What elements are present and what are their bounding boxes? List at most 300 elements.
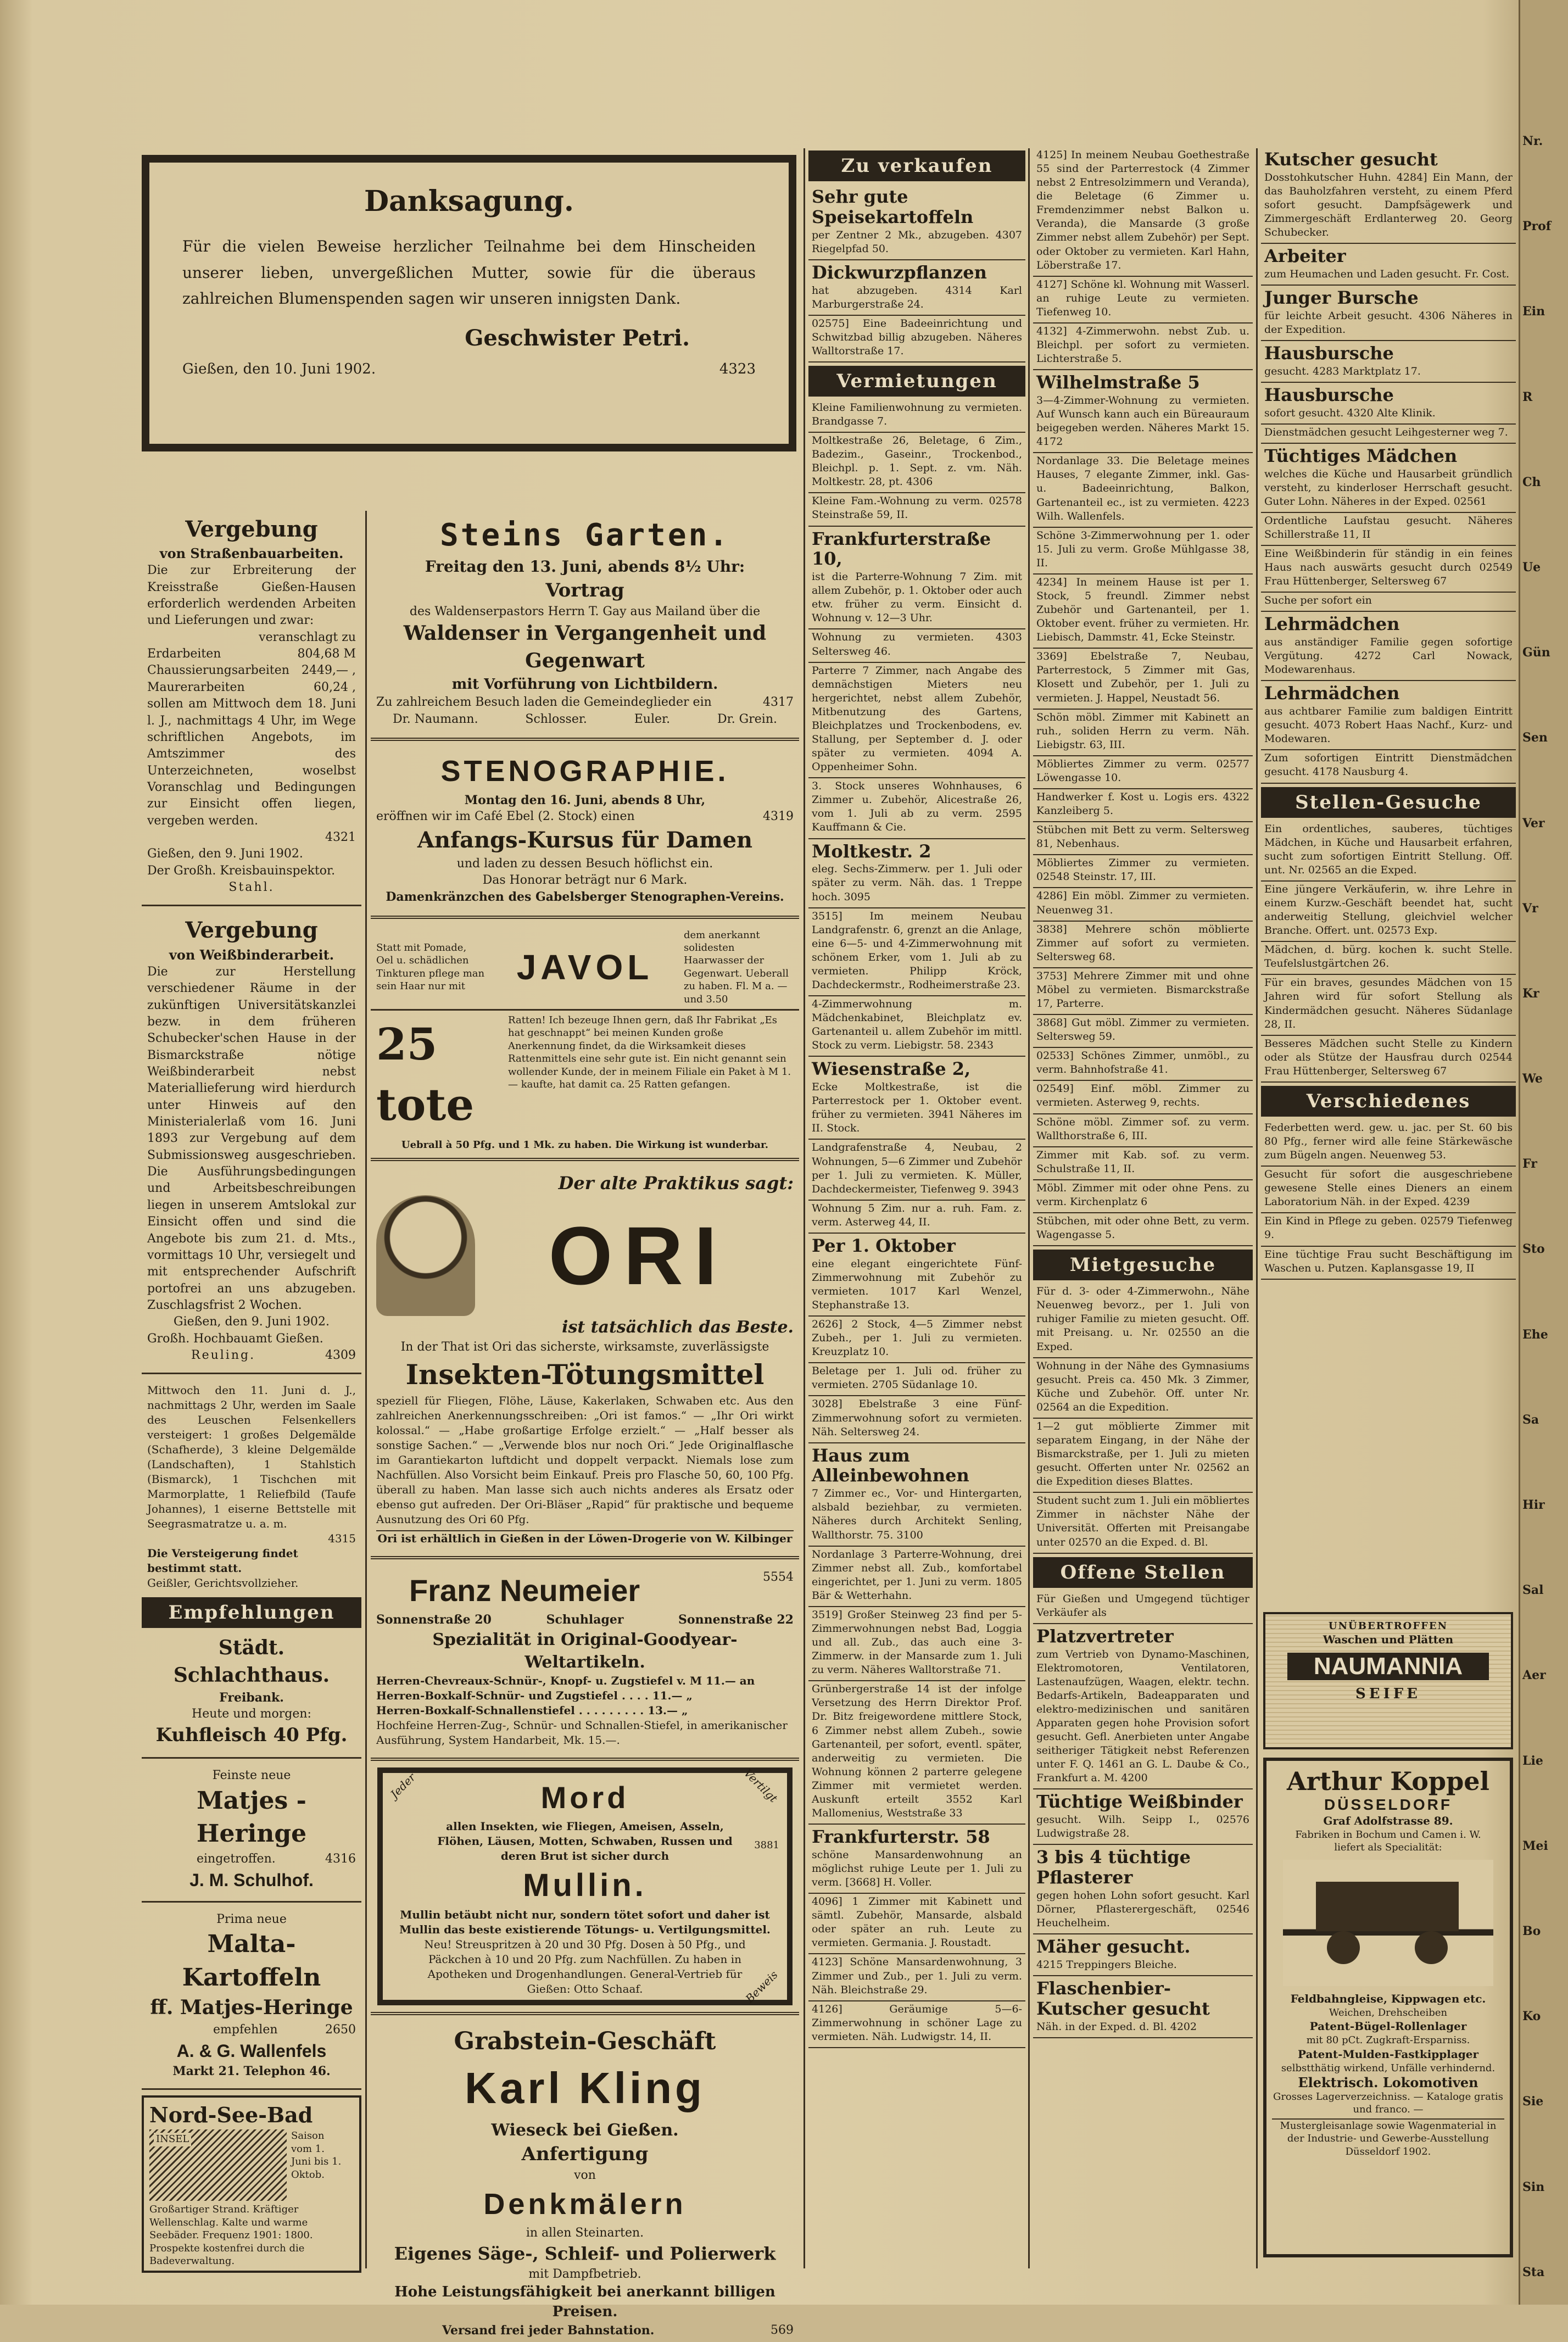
vergebung2-subtitle: von Weißbinderarbeit. — [169, 946, 334, 963]
divider — [371, 2012, 799, 2015]
classified-ad: für leichte Arbeit gesucht. 4306 Näheres in der Expedition. — [1261, 308, 1516, 341]
edge-fragment: Sta — [1522, 2265, 1545, 2279]
prima-label: Prima neue — [216, 1912, 287, 1926]
koppel-l6: selbstthätig wirkend, Unfälle verhindernd. — [1281, 2062, 1496, 2074]
vergebung1-date: Gießen, den 9. Juni 1902. — [147, 847, 303, 861]
classified-ad: 4132] 4-Zimmerwohn. nebst Zub. u. Bleichpl. per sofort zu vermieten. Lichterstraße 5. — [1033, 324, 1253, 370]
classified-ad: 02549] Einf. möbl. Zimmer zu vermieten. Asterweg 9, rechts. — [1033, 1081, 1253, 1114]
neumeier-street: Sonnenstraße 22 — [678, 1613, 794, 1627]
classified-ad: 3838] Mehrere schön möblierte Zimmer auf sofort zu vermieten. Seltersweg 68. — [1033, 922, 1253, 968]
kling-von: von — [574, 2168, 596, 2183]
classified-ad: Möbl. Zimmer mit oder ohne Pens. zu verm. Kirchenplatz 6 — [1033, 1180, 1253, 1213]
tote-text: Ratten! Ich bezeuge Ihnen gern, daß Ihr Fabrikat „Es hat geschnappt“ bei meinen Kunden große Anerkennung findet, da die Wirksamkeit dieses Rattenmittels eine sehr gute ist. Ein nicht genannt sein wollender Kunde, der in meinem Filiale ein Paket à M 1.— kaufte, hat damit ca. 25 Ratten gefangen. — [508, 1014, 791, 1090]
mord-title: Mord — [540, 1780, 629, 1815]
javol-right: dem anerkannt solidesten Haarwasser der Gegenwart. Ueberall zu haben. Fl. M a. — und 3.50 — [684, 929, 789, 1005]
classified-ad: Zimmer mit Kab. sof. zu verm. Schulstraße 11, II. — [1033, 1147, 1253, 1180]
classified-ad: 4123] Schöne Mansardenwohnung, 3 Zimmer und Zub., per 1. Juli zu verm. Näh. Bleichstraße 29. — [808, 1954, 1025, 2001]
divider — [142, 1757, 361, 1759]
koppel-l7: Elektrisch. Lokomotiven — [1298, 2074, 1478, 2090]
schlachthaus-ad — [142, 1631, 361, 1752]
edge-fragment: Mei — [1522, 1838, 1548, 1853]
edge-fragment: Gün — [1522, 645, 1550, 660]
vergebung2-sign2: Reuling. — [191, 1348, 256, 1363]
schlachthaus-title: Städt. Schlachthaus. — [173, 1636, 330, 1687]
classified-ad: 3515] Im meinem Neubau Landgrafenstr. 6, grenzt an die Anlage, eine 6—5- und 4-Zimmerwohnung mit schönem Erker, vom 1. Juli ab zu vermieten. Philipp Kröck, Dachdeckermstr., Rodheimerstraße 23. — [808, 908, 1025, 996]
neumeier-street: Sonnenstraße 20 — [376, 1613, 492, 1627]
ad-headline: Wilhelmstraße 5 — [1036, 372, 1200, 393]
mord-text2: Mullin betäubt nicht nur, sondern tötet sofort und daher ist Mullin das beste existierende Tötungs- u. Vertilgungsmittel. — [399, 1908, 771, 1936]
javol-ad — [371, 925, 799, 1009]
vergebung2-sign1: Großh. Hochbauamt Gießen. — [147, 1331, 323, 1346]
classified-ad: Stübchen mit Bett zu verm. Seltersweg 81, Nebenhaus. — [1033, 822, 1253, 855]
steins-topic2: mit Vorführung von Lichtbildern. — [451, 676, 718, 693]
kling-title: Grabstein-Geschäft — [454, 2027, 716, 2055]
ori-slogan: ist tatsächlich das Beste. — [562, 1318, 794, 1337]
ad-headline: Lehrmädchen — [1264, 683, 1400, 704]
classified-ad: Nordanlage 3 Parterre-Wohnung, drei Zimmer nebst all. Zub., komfortabel eingerichtet, per 1. Juni zu verm. 1805 Bär & Wetterhahn. — [808, 1547, 1025, 1607]
divider — [371, 916, 799, 919]
classified-ad: zum Heumachen und Laden gesucht. Fr. Cost. — [1261, 266, 1516, 286]
classified-ad: Gesucht für sofort die ausgeschriebene gewesene Stelle eines Dieners an einem Laboratorium Näh. in der Exped. 4239 — [1261, 1167, 1516, 1213]
divider — [371, 1758, 799, 1761]
classified-ad: Näh. in der Exped. d. Bl. 4202 — [1033, 2019, 1253, 2038]
kling-versand: Versand frei jeder Bahnstation. — [442, 2323, 655, 2338]
kuhfleisch-price: Kuhfleisch 40 Pfg. — [155, 1724, 348, 1747]
classified-ad: Kleine Fam.-Wohnung zu verm. 02578 Steinstraße 59, II. — [808, 493, 1025, 526]
column-rule — [1028, 148, 1030, 2268]
column-rule — [803, 148, 805, 2268]
ori-body: speziell für Fliegen, Flöhe, Läuse, Kakerlaken, Schwaben etc. Aus den zahlreichen Anerkennungsschreiben: „Ori ist famos.“ — „Ihr Ori wirkt kolossal.“ — „Habe großartige Erfolge erzielt.“ — „Half besser als sonstige Sachen.“ — „Verwende blos nur noch Ori.“ Jede Originalflasche im Garantiekarton luftdicht und doppelt verpackt. Niemals lose zum Nachfüllen. Also Vorsicht beim Einkauf. Preis pro Flasche 50, 60, 100 Pfg. überall zu haben. Man lasse sich auch nichts anderes als Ersatz oder ebenso gut aufreden. Der Ori-Bläser „Rapid“ für praktische und bequeme Ausnutzung des Ori 60 Pfg. — [376, 1394, 794, 1526]
ad-headline: Dickwurzpflanzen — [812, 261, 987, 283]
vergebung-weissbinder — [142, 912, 361, 1367]
ad-headline: Haus zum Alleinbewohnen — [812, 1445, 969, 1486]
classified-ad: Möbliertes Zimmer zu verm. 02577 Löwengasse 10. — [1033, 756, 1253, 789]
divider — [371, 1556, 799, 1559]
kling-place: Wieseck bei Gießen. — [491, 2120, 679, 2140]
column-rule — [1256, 148, 1258, 2268]
vergebung1-sign1: Der Großh. Kreisbauinspektor. — [147, 863, 336, 878]
steins-garten-ad — [371, 511, 799, 731]
classified-ad: Wohnung 5 Zim. nur a. ruh. Fam. z. verm. Asterweg 44, II. — [808, 1201, 1025, 1234]
kling-hohe: Hohe Leistungsfähigkeit bei anerkannt billigen Preisen. — [394, 2283, 775, 2320]
classified-ad: Kleine Familienwohnung zu vermieten. Brandgasse 7. — [808, 400, 1025, 433]
neumeier-line: Hochfeine Herren-Zug-, Schnür- und Schnallen-Stiefel, in amerikanischer Ausführung, System Handarbeit, Mk. 15.—. — [376, 1719, 788, 1747]
classified-ad: Nordanlage 33. Die Beletage meines Hauses, 7 elegante Zimmer, inkl. Gas- u. Badeeinrichtung, Balkon, Gartenanteil ec., ist zu vermieten. 4223 Wilh. Wallenfels. — [1033, 453, 1253, 527]
nordsee-inset: INSEL — [154, 2133, 191, 2146]
classified-ad: Für Gießen und Umgegend tüchtiger Verkäufer als — [1033, 1591, 1253, 1624]
vergebung1-title: Vergebung — [185, 516, 318, 542]
classified-ad: 3028] Ebelstraße 3 eine Fünf-Zimmerwohnung sofort zu vermieten. Näh. Seltersweg 24. — [808, 1396, 1025, 1443]
vergebung1-number: 4321 — [325, 830, 356, 845]
vergebung1-body: Die zur Erbreiterung der Kreisstraße Gießen-Hausen erforderlich werdenden Arbeiten und Lieferungen und zwar: — [147, 564, 356, 628]
classified-ad: Ordentliche Laufstau gesucht. Näheres Schillerstraße 11, II — [1261, 513, 1516, 546]
edge-fragment: Kr — [1522, 986, 1539, 1001]
classified-ad: Zum sofortigen Eintritt Dienstmädchen gesucht. 4178 Nausburg 4. — [1261, 750, 1516, 783]
mord-corner-tr: Vertilgt — [741, 1766, 780, 1805]
nordsee-title: Nord-See-Bad — [149, 2103, 313, 2128]
ad-headline: Mäher gesucht. — [1036, 1936, 1191, 1958]
steno-kurs: Anfangs-Kursus für Damen — [417, 827, 753, 854]
naumannia-sub: SEIFE — [1355, 1686, 1421, 1703]
neumeier-title: Franz Neumeier — [409, 1573, 640, 1608]
classified-ad: Mädchen, d. bürg. kochen k. sucht Stelle. Teufelslustgärtchen 26. — [1261, 942, 1516, 975]
classified-ad: sofort gesucht. 4320 Alte Klinik. — [1261, 405, 1516, 425]
section-header: Verschiedenes — [1261, 1086, 1516, 1117]
schulhof-name: J. M. Schulhof. — [189, 1870, 314, 1890]
ratten-ad — [371, 1009, 799, 1139]
ori-title: Insekten-Tötungsmittel — [405, 1358, 765, 1391]
stenographie-ad — [371, 748, 799, 909]
koppel-l3: Patent-Bügel-Rollenlager — [1309, 2020, 1467, 2033]
steins-title: Steins Garten. — [439, 517, 730, 553]
classified-ad: Parterre 7 Zimmer, nach Angabe des demnächstigen Mieters neu hergerichtet, nebst allem Zubehör, Mitbenutzung des Gartens, Bleichplatzes und Trockenbodens, ev. Stallung, per September d. J. oder später zu vermieten. 4094 A. Oppenheimer Sohn. — [808, 663, 1025, 779]
koppel-ad — [1263, 1758, 1513, 2257]
classified-ad: aus achtbarer Familie zum baldigen Eintritt gesucht. 4073 Robert Haas Nachf., Kurz- und Modewaren. — [1261, 704, 1516, 750]
steno-date: Montag den 16. Juni, abends 8 Uhr, — [464, 793, 706, 807]
mord-corner-br: Beweis — [743, 1967, 780, 2005]
section-header: Zu verkaufen — [808, 150, 1025, 181]
vergebung1-item: Erdarbeiten — [147, 647, 221, 661]
steins-vortrag: Vortrag — [545, 579, 624, 601]
edge-fragment: We — [1522, 1072, 1543, 1086]
steno-invite: und laden zu dessen Besuch höflichst ein. — [456, 856, 713, 871]
kling-denk: Denkmälern — [483, 2188, 687, 2221]
divider — [142, 1373, 361, 1374]
classified-ad: Schön möbl. Zimmer mit Kabinett an ruh., soliden Herrn zu verm. Näh. Liebigstr. 63, III. — [1033, 710, 1253, 756]
edge-fragment: R — [1522, 389, 1533, 404]
koppel-l1: Feldbahngleise, Kippwagen etc. — [1290, 1992, 1486, 2005]
classified-ad: gegen hohen Lohn sofort gesucht. Karl Dörner, Pflasterergeschäft, 02546 Heuchelheim. — [1033, 1888, 1253, 1934]
koppel-liefert: liefert als Specialität: — [1334, 1842, 1442, 1854]
ad-headline: Moltkestr. 2 — [812, 840, 931, 862]
classified-ad: Für d. 3- oder 4-Zimmerwohn., Nähe Neuenweg bevorz., per 1. Juli von ruhiger Familie zu mieten gesucht. Off. mit Preisang. u. Nr. 02550 an die Exped. — [1033, 1284, 1253, 1358]
kling-name: Karl Kling — [465, 2064, 705, 2113]
classified-ad: 4286] Ein möbl. Zimmer zu vermieten. Neuenweg 31. — [1033, 888, 1253, 921]
mullin-brand: Mullin. — [523, 1867, 647, 1903]
classified-ad: Für ein braves, gesundes Mädchen von 15 Jahren wird für sofort Stellung als Kindermädchen gesucht. Näheres Südanlage 28, II. — [1261, 975, 1516, 1035]
classified-ad: Ecke Moltkestraße, ist die Parterrestock per 1. Oktober event. früher zu vermieten. 3941 Näheres im II. Stock. — [808, 1079, 1025, 1140]
ad-headline: Lehrmädchen — [1264, 614, 1400, 635]
empfehlen-label: empfehlen — [213, 2023, 278, 2037]
ad-headline: Hausbursche — [1264, 343, 1394, 364]
vergebung1-subtitle: von Straßenbauarbeiten. — [159, 545, 344, 562]
mord-ad — [377, 1767, 793, 2005]
classified-ad: 4127] Schöne kl. Wohnung mit Wasserl. an ruhige Leute zu vermieten. Tiefenweg 10. — [1033, 277, 1253, 324]
classified-ad: Ein ordentliches, sauberes, tüchtiges Mädchen, in Küche und Hausarbeit erfahren, sucht zum sofortigen Eintritt Stellung. Off. unt. Nr. 02565 an die Exped. — [1261, 821, 1516, 882]
vergebung2-number: 4309 — [325, 1348, 356, 1363]
classified-ad: zum Vertrieb von Dynamo-Maschinen, Elektromotoren, Ventilatoren, Lastenaufzügen, Waagen, elektr. techn. Bedarfs-Artikeln, Badeapparaten und elektro-medizinischen und sanitären Apparaten gegen hohe Provision sofort gesucht. Gefl. Anerbieten unter Angabe seitheriger Tätigkeit nebst Referenzen unter F. Q. 1461 an G. L. Daube & Co., Frankfurt a. M. 4200 — [1033, 1647, 1253, 1790]
edge-fragment: Ue — [1522, 560, 1541, 575]
mord-text1: allen Insekten, wie Fliegen, Ameisen, Asseln, Flöhen, Läusen, Motten, Schwaben, Russen und deren Brut ist sicher durch — [437, 1819, 733, 1863]
vergebung1-item: veranschlagt zu — [259, 630, 356, 644]
ad-headline: Sehr gute Speisekartoffeln — [812, 186, 974, 227]
ad-headline: Flaschenbier-Kutscher gesucht — [1036, 1977, 1210, 2019]
edge-fragment: Sen — [1522, 731, 1548, 745]
classified-ad: gesucht. 4283 Marktplatz 17. — [1261, 364, 1516, 383]
neumeier-ad — [371, 1566, 799, 1751]
edge-fragment: Sin — [1522, 2179, 1545, 2194]
classified-ad: Schöne 3-Zimmerwohnung per 1. oder 15. Juli zu verm. Große Mühlgasse 38, II. — [1033, 528, 1253, 575]
edge-fragment: Bo — [1522, 1923, 1541, 1938]
ad-headline: Junger Bursche — [1264, 287, 1419, 309]
steins-speaker: des Waldenserpastors Herrn T. Gay aus Mailand über die — [409, 604, 761, 618]
classified-ad: 3519] Großer Steinweg 23 find per 5-Zimmerwohnungen nebst Bad, Loggia und all. Zub., das auch eine 3-Zimmerw. in der Mansarde zum 1. Juli zu verm. Näheres Walltorstraße 71. — [808, 1607, 1025, 1681]
mord-corner-tl: Jeder — [388, 1770, 418, 1802]
mittwoch-footer: Die Versteigerung findet bestimmt statt. — [147, 1547, 298, 1575]
divider — [371, 1158, 799, 1161]
matjes-number: 4316 — [325, 1852, 356, 1866]
section-header: Vermietungen — [808, 366, 1025, 397]
naumannia-top: UNÜBERTROFFEN — [1328, 1620, 1448, 1632]
classified-ad: Landgrafenstraße 4, Neubau, 2 Wohnungen, 5—6 Zimmer und Zubehör per 1. Juli zu vermieten. K. Müller, Dachdeckermeister, Tiefenweg 9. 3943 — [808, 1140, 1025, 1200]
naumannia-ad — [1263, 1612, 1513, 1749]
neumeier-line: Herren-Boxkalf-Schnür- und Zugstiefel . . . . 11.— „ — [376, 1689, 693, 1703]
tote-title: 25 tote — [376, 1018, 475, 1131]
vergebung2-title: Vergebung — [185, 917, 318, 944]
edge-fragment: Hir — [1522, 1498, 1545, 1512]
classified-ad: Student sucht zum 1. Juli ein möbliertes Zimmer in nächster Nähe der Universität. Offerten mit Preisangabe unter 02570 an die Exped. d. Bl. — [1033, 1493, 1253, 1553]
classified-ad: eleg. Sechs-Zimmerw. per 1. Juli oder später zu verm. Näh. das. 1 Treppe hoch. 3095 — [808, 861, 1025, 908]
classified-ad: gesucht. Wilh. Seipp I., 02576 Ludwigstraße 28. — [1033, 1812, 1253, 1845]
ad-headline: Frankfurterstr. 58 — [812, 1826, 990, 1848]
nordsee-illustration — [149, 2129, 287, 2201]
classified-ad: Ein Kind in Pflege zu geben. 02579 Tiefenweg 9. — [1261, 1213, 1516, 1246]
divider — [142, 2088, 361, 2090]
kling-dampf: mit Dampfbetrieb. — [528, 2267, 641, 2281]
edge-fragment: Sal — [1522, 1583, 1544, 1598]
divider — [142, 1901, 361, 1903]
ad-headline: Platzvertreter — [1036, 1625, 1174, 1647]
edge-fragment: Sto — [1522, 1242, 1545, 1257]
ad-headline: Kutscher gesucht — [1264, 149, 1438, 170]
naumannia-brand: NAUMANNIA — [1287, 1653, 1489, 1680]
classified-ad: Dienstmädchen gesucht Leihgesterner weg 7. — [1261, 425, 1516, 444]
ad-headline: 3 bis 4 tüchtige Pflasterer — [1036, 1847, 1191, 1888]
steno-footer: Damenkränzchen des Gabelsberger Stenographen-Vereins. — [386, 890, 784, 905]
steno-honorar: Das Honorar beträgt nur 6 Mark. — [482, 873, 688, 887]
ad-headline: Wiesenstraße 2, — [812, 1058, 971, 1080]
ad-headline: Frankfurterstraße 10, — [812, 528, 991, 570]
vergebung2-body: Die zur Herstellung verschiedener Räume in der zukünftigen Universitätskanzlei bezw. in dem früheren Schubecker'schen Hause in der Bismarckstraße nötige Weißbinderarbeit nebst Materiallieferung wird hierdurch unter Hinweis auf den Ministerialerlaß vom 16. Juni 1893 zur Vergebung auf dem Submissionsweg ausgeschrieben. Die Ausführungsbedingungen und Arbeitsbeschreibungen liegen in unserem Amtslokal zur Einsicht offen und sind die Angebote bis zum 21. d. Mts., vormittags 10 Uhr, versiegelt und mit entsprechender Aufschrift portofrei an uns abzugeben. Zuschlagsfrist 2 Wochen. — [147, 964, 356, 1312]
danksagung-signature: Geschwister Petri. — [465, 325, 690, 351]
steins-invite: Zu zahlreichem Besuch laden die Gemeindeglieder ein — [376, 695, 712, 710]
freibank-label: Freibank. — [219, 1690, 284, 1705]
classified-ad: schöne Mansardenwohnung an möglichst ruhige Leute per 1. Juli zu verm. [3668] H. Voller. — [808, 1847, 1025, 1894]
vergebung2-date: Gießen, den 9. Juni 1902. — [174, 1315, 330, 1329]
ad-headline: Tüchtige Weißbinder — [1036, 1791, 1243, 1813]
classified-ad: Schöne möbl. Zimmer sof. zu verm. Wallthorstraße 6, III. — [1033, 1114, 1253, 1147]
vergebung-strassenbau — [142, 511, 361, 899]
classified-ad: Stübchen, mit oder ohne Bett, zu verm. Wagengasse 5. — [1033, 1213, 1253, 1246]
nordsee-ad — [142, 2095, 361, 2273]
classified-ad: per Zentner 2 Mk., abzugeben. 4307 Riegelpfad 50. — [808, 227, 1025, 260]
vergebung1-sign2: Stahl. — [228, 880, 275, 895]
koppel-addr: Graf Adolfstrasse 89. — [1323, 1814, 1453, 1827]
heute-label: Heute und morgen: — [192, 1707, 311, 1721]
classified-ad: 3868] Gut möbl. Zimmer zu vermieten. Seltersweg 59. — [1033, 1015, 1253, 1048]
kling-alle: in allen Steinarten. — [526, 2226, 644, 2240]
ad-headline: Per 1. Oktober — [812, 1235, 956, 1256]
classified-ad: 4126] Geräumige 5—6-Zimmerwohnung in schöner Lage zu vermieten. Näh. Ludwigstr. 14, II. — [808, 2001, 1025, 2048]
mittwoch-sign: Geißler, Gerichtsvollzieher. — [147, 1576, 299, 1590]
classified-ad: Besseres Mädchen sucht Stelle zu Kindern oder als Stütze der Hausfrau durch 02544 Frau Hüttenberger, Seltersweg 67 — [1261, 1036, 1516, 1083]
koppel-title: Arthur Koppel — [1286, 1766, 1490, 1796]
section-header: Mietgesuche — [1033, 1250, 1253, 1280]
koppel-l5: Patent-Mulden-Fastkipplager — [1297, 2047, 1479, 2061]
edge-fragment: Ehe — [1522, 1327, 1548, 1342]
praktikus-illustration — [376, 1195, 475, 1316]
wallenfels-name: A. & G. Wallenfels — [176, 2040, 327, 2061]
kling-eigen: Eigenes Säge-, Schleif- und Polierwerk — [394, 2243, 776, 2265]
koppel-fab: Fabriken in Bochum und Camen i. W. — [1295, 1829, 1481, 1841]
column-1 — [142, 511, 361, 2268]
edge-fragment: Vr — [1522, 901, 1538, 916]
classified-ad: Suche per sofort ein — [1261, 593, 1516, 612]
steno-location: eröffnen wir im Café Ebel (2. Stock) einen — [376, 809, 635, 823]
edge-fragment: Nr. — [1522, 134, 1543, 148]
vergebung1-value: 2449,— , — [302, 663, 356, 678]
mittwoch-text: Mittwoch den 11. Juni d. J., nachmittags 2 Uhr, werden im Saale des Leuschen Felsenkellers versteigert: 1 großes Delgemälde (Schafherde), 3 kleine Delgemälde (Landschaften), 1 Stahlstich (Bismarck), 1 Tischchen mit Marmorplatte, 1 Reliefbild (Taufe Johannes), 1 eiserne Bettstelle mit Seegrasmatratze u. a. m. — [147, 1384, 356, 1531]
neumeier-spez: Spezialität in Original-Goodyear-Weltartikeln. — [432, 1630, 738, 1672]
classified-ad: 4-Zimmerwohnung m. Mädchenkabinet, Bleichplatz ev. Gartenanteil u. allem Zubehör im mittl. Stock zu verm. Liebigstr. 58. 2343 — [808, 996, 1025, 1057]
next-page-text — [1522, 132, 1565, 2279]
edge-fragment: Sie — [1522, 2094, 1544, 2109]
steins-topic: Waldenser in Vergangenheit und Gegenwart — [403, 622, 767, 672]
vergebung1-value: 804,68 M — [297, 647, 356, 661]
classified-ad: 3—4-Zimmer-Wohnung zu vermieten. Auf Wunsch kann auch ein Büreauraum beigegeben werden. Näheres Markt 15. 4172 — [1033, 393, 1253, 453]
classified-ad: 02533] Schönes Zimmer, unmöbl., zu verm. Bahnhofstraße 41. — [1033, 1048, 1253, 1081]
classified-ad: hat abzugeben. 4314 Karl Marburgerstraße 24. — [808, 283, 1025, 316]
edge-fragment: Fr — [1522, 1157, 1537, 1172]
column-rule — [365, 511, 367, 2268]
empfehlungen-header: Empfehlungen — [142, 1597, 361, 1628]
steins-name: Dr. Naumann. — [393, 712, 478, 726]
edge-fragment: Ver — [1522, 816, 1545, 830]
classified-ad: welches die Küche und Hausarbeit gründlich versteht, zu kinderloser Herrschaft gesucht. Guter Lohn. Näheres in der Exped. 02561 — [1261, 466, 1516, 513]
classified-ad: 3369] Ebelstraße 7, Neubau, Parterrestock, 5 Zimmer mit Gas, Klosett und Zubehör, per 1. Juli zu vermieten. J. Happel, Neustadt 56. — [1033, 649, 1253, 709]
steins-date: Freitag den 13. Juni, abends 8½ Uhr: — [425, 557, 745, 576]
classified-ad: 4215 Treppingers Bleiche. — [1033, 1957, 1253, 1976]
edge-fragment: Ch — [1522, 475, 1541, 489]
column-5 — [1261, 147, 1516, 1608]
vergebung1-value: 60,24 , — [314, 680, 356, 694]
ad-headline: Arbeiter — [1264, 246, 1346, 267]
section-header: Offene Stellen — [1033, 1557, 1253, 1588]
malta-ad — [142, 1908, 361, 2083]
koppel-l2: Weichen, Drehscheiben — [1329, 2006, 1448, 2018]
classified-ad: Wohnung in der Nähe des Gymnasiums gesucht. Preis ca. 450 Mk. 3 Zimmer, Küche und Zubehör. Off. unter Nr. 02564 an die Expedition. — [1033, 1358, 1253, 1419]
eingetroffen-label: eingetroffen. — [197, 1852, 276, 1866]
classified-ad: Wohnung zu vermieten. 4303 Seltersweg 46. — [808, 629, 1025, 662]
section-header: Stellen-Gesuche — [1261, 787, 1516, 818]
classified-ad: Federbetten werd. gew. u. jac. per St. 60 bis 80 Pfg., ferner wird alle feine Stärkewäsche zum Bügeln angen. Neuenweg 53. — [1261, 1120, 1516, 1167]
classified-ad: 02575] Eine Badeeinrichtung und Schwitzbad billig abzugeben. Näheres Walltorstraße 17. — [808, 316, 1025, 363]
classified-ad: 1—2 gut möblierte Zimmer mit separatem Eingang, in der Nähe der Bismarckstraße, per 1. Juli zu mieten gesucht. Offerten unter Nr. 02562 an die Expedition dieses Blattes. — [1033, 1419, 1253, 1493]
classified-ad: 4125] In meinem Neubau Goethestraße 55 sind der Parterrestock (4 Zimmer nebst 2 Entresolzimmern und Veranda), die Beletage (6 Zimmer u. Fremdenzimmer nebst Balkon u. Veranda), die Mansarde (3 große Zimmer nebst allem Zubehör) per Sept. oder Oktober zu vermieten. Karl Hahn, Löberstraße 17. — [1033, 147, 1253, 277]
ori-ad — [371, 1168, 799, 1549]
edge-fragment: Ein — [1522, 304, 1545, 319]
malta-title: Malta-Kartoffeln — [182, 1930, 321, 1992]
tote-price: Uebrall à 50 Pfg. und 1 Mk. zu haben. Die Wirkung ist wunderbar. — [401, 1139, 769, 1151]
matjes-ad — [142, 1764, 361, 1895]
koppel-l8: Grosses Lagerverzeichniss. — Kataloge gratis und franco. — — [1273, 2090, 1504, 2116]
classified-ad: Beletage per 1. Juli od. früher zu vermieten. 2705 Südanlage 10. — [808, 1363, 1025, 1396]
versteigerung-ad — [142, 1380, 361, 1594]
ad-headline: Hausbursche — [1264, 384, 1394, 405]
vergebung1-item: Maurerarbeiten — [147, 680, 245, 694]
danksagung-title: Danksagung. — [364, 185, 574, 218]
danksagung-ad — [142, 155, 796, 451]
edge-fragment: Prof — [1522, 219, 1552, 234]
mord-number: 3881 — [754, 1839, 779, 1852]
javol-brand: JAVOL — [516, 947, 654, 987]
divider — [142, 905, 361, 906]
column-2 — [371, 511, 799, 2338]
ori-footer: Ori ist erhältlich in Gießen in der Löwen-Drogerie von W. Kilbinger — [376, 1530, 794, 1546]
lokomotive-illustration — [1283, 1860, 1493, 1986]
ori-header: Der alte Praktikus sagt: — [558, 1173, 794, 1194]
ori-brand: ORI — [548, 1209, 728, 1302]
wallenfels-address: Markt 21. Telephon 46. — [172, 2064, 331, 2078]
classified-ad: Möbliertes Zimmer zu vermieten. 02548 Steinstr. 17, III. — [1033, 855, 1253, 888]
matjes-title: Matjes - Heringe — [196, 1786, 307, 1848]
kling-anf: Anfertigung — [521, 2143, 649, 2166]
mittwoch-number: 4315 — [328, 1532, 356, 1546]
classified-ad: Dosstohkutscher Huhn. 4284] Ein Mann, der das Bauholzfahren versteht, zu einem Pferd sofort gesucht. Dampfsägewerk und Zimmergeschäft Erdlanterweg 20. Georg Schubecker. — [1261, 170, 1516, 244]
malta-number: 2650 — [325, 2023, 356, 2037]
mord-text3: Neu! Streuspritzen à 20 und 30 Pfg. Dosen à 50 Pfg., und Päckchen à 10 und 20 Pfg. zum Nachfüllen. Zu haben in Apotheken und Drogenhandlungen. General-Vertrieb für Gießen: Otto Schaaf. — [424, 1937, 746, 1995]
edge-fragment: Lie — [1522, 1753, 1543, 1768]
steins-name: Euler. — [634, 712, 671, 726]
matjes2-title: ff. Matjes-Heringe — [150, 1996, 353, 2020]
koppel-l4: mit 80 pCt. Zugkraft-Ersparniss. — [1306, 2034, 1470, 2047]
ad-headline: Tüchtiges Mädchen — [1264, 445, 1458, 466]
vergebung1-body2: sollen am Mittwoch dem 18. Juni l. J., nachmittags 4 Uhr, im Wege schriftlichen Angebots, im Amtszimmer des Unterzeichneten, woselbst Voranschlag und Bedingungen zur Einsicht offen liegen, vergeben werden. — [147, 697, 356, 828]
feinste-label: Feinste neue — [212, 1769, 291, 1783]
vergebung1-item: Chaussierungsarbeiten — [147, 663, 289, 678]
classified-ad: Eine jüngere Verkäuferin, w. ihre Lehre in einem Kurzw.-Geschäft beendet hat, sucht anderweitig Stellung, gleichviel welcher Branche. Offert. unt. 02573 Exp. — [1261, 882, 1516, 942]
steins-name: Dr. Grein. — [717, 712, 777, 726]
classified-ad: Grünbergerstraße 14 ist der infolge Versetzung des Herrn Direktor Prof. Dr. Bitz freigewordene mittlere Stock, 6 Zimmer nebst allem Zubeh., sowie Gartenanteil, per sofort, eventl. später, anderweitig zu vermieten. Die Wohnung können 2 parterre gelegene Zimmer mit vermietet werden. Auskunft erteilt 3552 Karl Mallomenius, Weststraße 33 — [808, 1681, 1025, 1825]
nordsee-footer: Großartiger Strand. Kräftiger Wellenschlag. Kalte und warme Seebäder. Frequenz 1901: 1800. Prospekte kostenfrei durch die Badeverwaltung. — [149, 2204, 313, 2267]
neumeier-number: 5554 — [763, 1570, 794, 1585]
steins-name: Schlosser. — [525, 712, 587, 726]
javol-left: Statt mit Pomade, Oel u. schädlichen Tinkturen pflege man sein Haar nur mit — [376, 941, 485, 992]
classified-ad: 3753] Mehrere Zimmer mit und ohne Möbel zu vermieten. Bismarckstraße 17, Parterre. — [1033, 968, 1253, 1015]
classified-ad: Eine Weißbinderin für ständig in ein feines Haus nach auswärts gesucht durch 02549 Frau Hüttenberger, Seltersweg 67 — [1261, 546, 1516, 593]
edge-fragment: Sa — [1522, 1412, 1539, 1427]
classified-ad: 7 Zimmer ec., Vor- und Hintergarten, alsbald beziehbar, zu vermieten. Näheres durch Architekt Senling, Wallthorstr. 75. 3100 — [808, 1486, 1025, 1546]
koppel-city: DÜSSELDORF — [1324, 1796, 1452, 1813]
classified-ad: 2626] 2 Stock, 4—5 Zimmer nebst Zubeh., per 1. Juli zu vermieten. Kreuzplatz 10. — [808, 1317, 1025, 1363]
classified-ad: Handwerker f. Kost u. Logis ers. 4322 Kanzleiberg 5. — [1033, 789, 1253, 822]
ori-intro: In der That ist Ori das sicherste, wirksamste, zuverlässigste — [400, 1340, 769, 1354]
column-3 — [808, 147, 1025, 2267]
danksagung-body: Für die vielen Beweise herzlicher Teilnahme bei dem Hinscheiden unserer lieben, unvergeßlichen Mutter, sowie für die überaus zahlreichen Blumenspenden sagen wir unseren innigsten Dank. — [182, 237, 756, 308]
steins-number: 4317 — [763, 695, 794, 710]
divider — [371, 738, 799, 741]
classified-ad: aus anständiger Familie gegen sofortige Vergütung. 4272 Carl Nowack, Modewarenhaus. — [1261, 634, 1516, 681]
neumeier-street: Schuhlager — [546, 1613, 624, 1627]
kling-number: 569 — [771, 2323, 794, 2337]
classified-ad: Eine tüchtige Frau sucht Beschäftigung im Waschen u. Putzen. Kaplansgasse 19, II — [1261, 1247, 1516, 1280]
classified-ad: eine elegant eingerichtete Fünf-Zimmerwohnung mit Zubehör zu vermieten. 1017 Karl Wenzel, Stephanstraße 13. — [808, 1256, 1025, 1317]
naumannia-top2: Waschen und Plätten — [1323, 1633, 1454, 1647]
neumeier-line: Herren-Boxkalf-Schnallenstiefel . . . . . . . . . 13.— „ — [376, 1704, 688, 1718]
danksagung-date: Gießen, den 10. Juni 1902. — [182, 360, 376, 377]
danksagung-number: 4323 — [719, 360, 756, 377]
classified-ad: 3. Stock unseres Wohnhauses, 6 Zimmer u. Zubehör, Alicestraße 26, vom 1. Juli ab zu verm. 2595 Kauffmann & Cie. — [808, 778, 1025, 839]
